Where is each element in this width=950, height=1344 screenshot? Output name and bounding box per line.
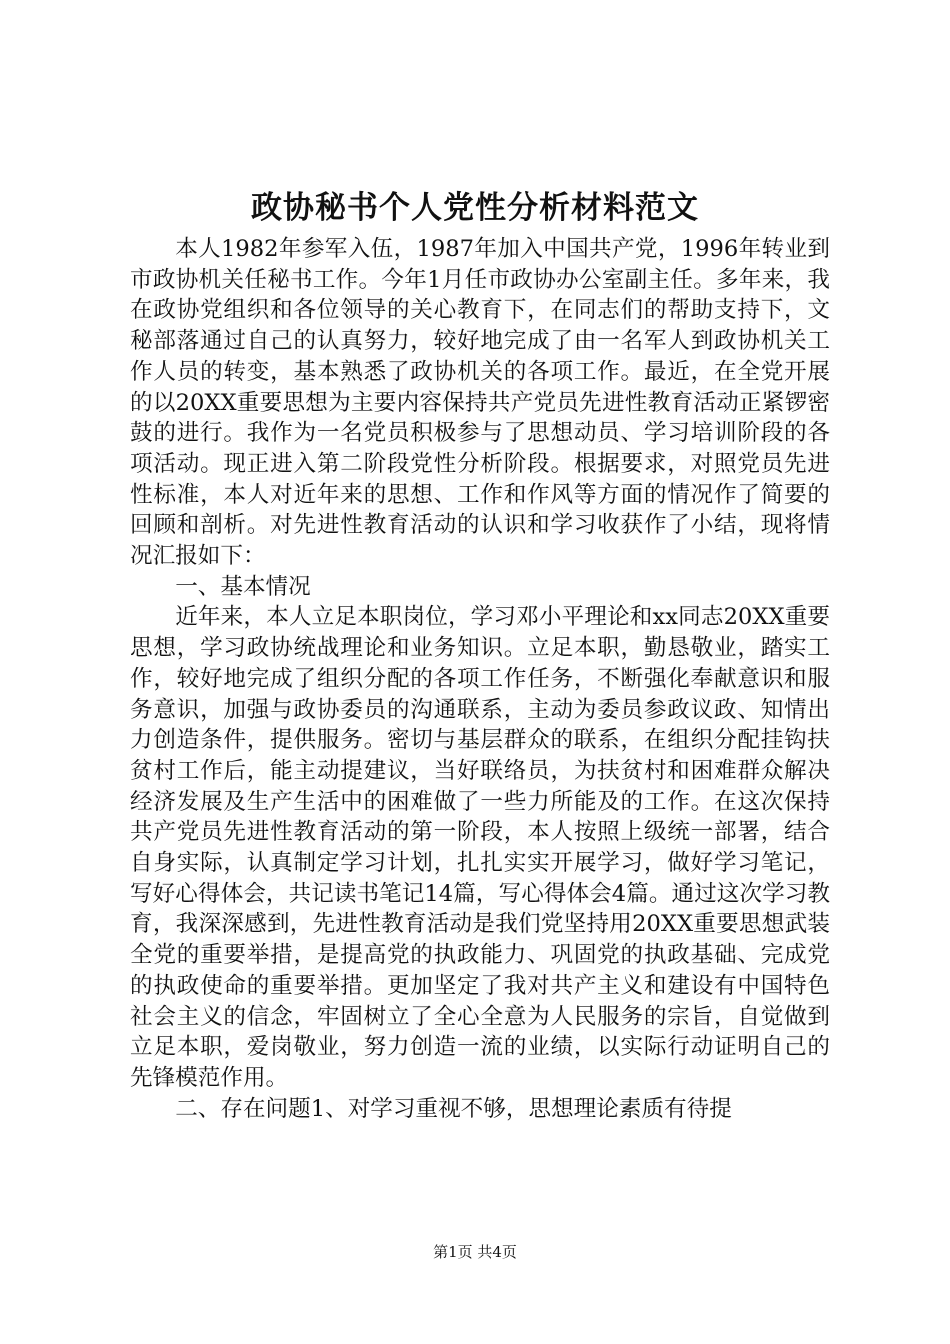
paragraph-intro: 本人1982年参军入伍，1987年加入中国共产党，1996年转业到市政协机关任秘书工作。今年1月任市政协办公室副主任。多年来，我在政协党组织和各位领导的关心教育下，在同志们的帮助支持下，文秘部落通过自己的认真努力，较好地完成了由一名军人到政协机关工作人员的转变，基本熟悉了政协机关的各项工作。最近，在全党开展的以20XX重要思想为主要内容保持共产党员先进性教育活动正紧锣密鼓的进行。我作为一名党员积极参与了思想动员、学习培训阶段的各项活动。现正进入第二阶段党性分析阶段。根据要求，对照党员先进性标准，本人对近年来的思想、工作和作风等方面的情况作了简要的回顾和剖析。对先进性教育活动的认识和学习收获作了小结，现将情况汇报如下：	[130, 236, 830, 570]
section-heading-basic-situation: 一、基本情况	[175, 573, 311, 600]
document-title: 政协秘书个人党性分析材料范文	[251, 190, 699, 226]
section-heading-problems: 二、存在问题1、对学习重视不够，思想理论素质有待提	[175, 1095, 732, 1122]
document-body	[130, 234, 830, 1124]
page-footer: 第1页 共4页	[433, 1243, 517, 1261]
paragraph-basic-situation: 近年来，本人立足本职岗位，学习邓小平理论和xx同志20XX重要思想，学习政协统战理论和业务知识。立足本职，勤恳敬业，踏实工作，较好地完成了组织分配的各项工作任务，不断强化奉献意识和服务意识，加强与政协委员的沟通联系，主动为委员参政议政、知情出力创造条件，提供服务。密切与基层群众的联系，在组织分配挂钩扶贫村工作后，能主动提建议，当好联络员，为扶贫村和困难群众解决经济发展及生产生活中的困难做了一些力所能及的工作。在这次保持共产党员先进性教育活动的第一阶段，本人按照上级统一部署，结合自身实际，认真制定学习计划，扎扎实实开展学习，做好学习笔记，写好心得体会，共记读书笔记14篇，写心得体会4篇。通过这次学习教育，我深深感到，先进性教育活动是我们党坚持用20XX重要思想武装全党的重要举措，是提高党的执政能力、巩固党的执政基础、完成党的执政使命的重要举措。更加坚定了我对共产主义和建设有中国特色社会主义的信念，牢固树立了全心全意为人民服务的宗旨，自觉做到立足本职，爱岗敬业，努力创造一流的业绩，以实际行动证明自己的先锋模范作用。	[130, 604, 830, 1091]
